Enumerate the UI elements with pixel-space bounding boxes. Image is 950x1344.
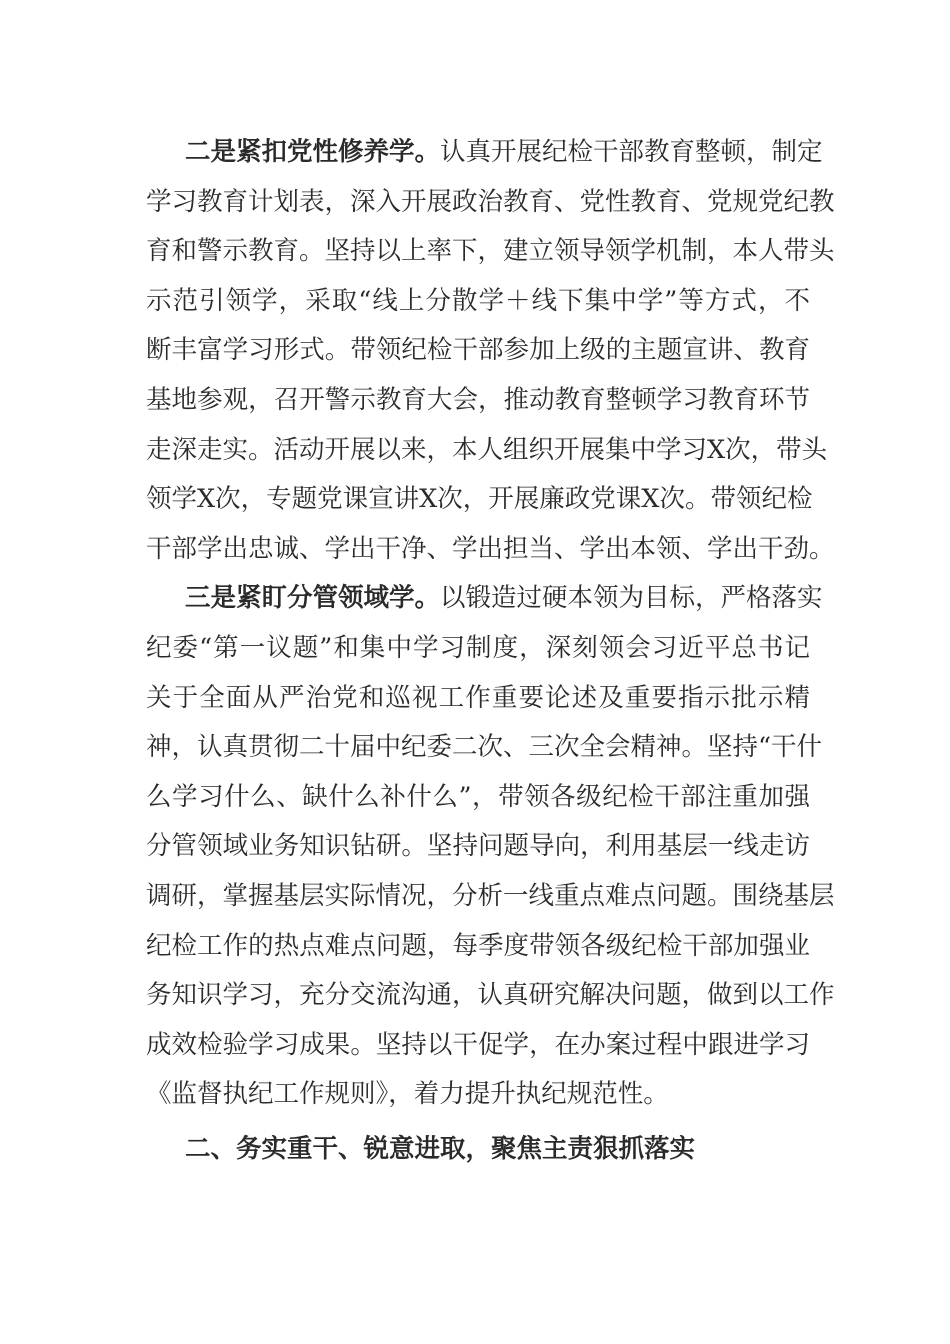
paragraph-line: 调研，掌握基层实际情况，分析一线重点难点问题。围绕基层	[146, 880, 835, 911]
section-heading: 二、务实重干、锐意进取，聚焦主责狠抓落实	[185, 1134, 696, 1164]
document-body	[146, 128, 835, 1120]
paragraph-line: 成效检验学习成果。坚持以干促学，在办案过程中跟进学习	[146, 1029, 810, 1060]
paragraph-line: 基地参观，召开警示教育大会，推动教育整顿学习教育环节	[146, 384, 810, 415]
paragraph-line: 示范引领学，采取“线上分散学＋线下集中学”等方式，不	[146, 285, 810, 316]
paragraph-line: 分管领域业务知识钻研。坚持问题导向，利用基层一线走访	[146, 831, 810, 862]
paragraph-line: 干部学出忠诚、学出干净、学出担当、学出本领、学出干劲。	[146, 533, 835, 564]
paragraph-line	[146, 574, 823, 624]
paragraph-line: 纪委“第一议题”和集中学习制度，深刻领会习近平总书记	[146, 632, 810, 663]
paragraph-line: 《监督执纪工作规则》，着力提升执纪规范性。	[146, 1079, 669, 1110]
line-text: 认真开展纪检干部教育整顿，制定	[440, 137, 823, 167]
line-text: 以锻造过硬本领为目标，严格落实	[440, 583, 823, 614]
paragraph-line: 领学X次，专题党课宣讲X次，开展廉政党课X次。带领纪检	[146, 484, 813, 515]
paragraph-line: 务知识学习，充分交流沟通，认真研究解决问题，做到以工作	[146, 980, 835, 1011]
paragraph-lead: 三是紧盯分管领域学。	[185, 583, 441, 614]
paragraph-line	[146, 128, 823, 178]
paragraph-line: 走深走实。活动开展以来，本人组织开展集中学习X次，带头	[146, 434, 828, 465]
paragraph-line: 关于全面从严治党和巡视工作重要论述及重要指示批示精	[146, 682, 810, 713]
paragraph-line: 纪检工作的热点难点问题，每季度带领各级纪检干部加强业	[146, 930, 810, 961]
paragraph-line: 学习教育计划表，深入开展政治教育、党性教育、党规党纪教	[146, 186, 835, 217]
paragraph-line: 神，认真贯彻二十届中纪委二次、三次全会精神。坚持“干什	[146, 732, 823, 763]
paragraph-lead: 二是紧扣党性修养学。	[185, 137, 441, 167]
paragraph-line: 断丰富学习形式。带领纪检干部参加上级的主题宣讲、教育	[146, 335, 810, 366]
paragraph-line: 育和警示教育。坚持以上率下，建立领导领学机制，本人带头	[146, 236, 835, 267]
paragraph-party-spirit	[146, 128, 835, 574]
paragraph-line: 么学习什么、缺什么补什么”，带领各级纪检干部注重加强	[146, 781, 810, 812]
paragraph-domain-study	[146, 574, 835, 1120]
